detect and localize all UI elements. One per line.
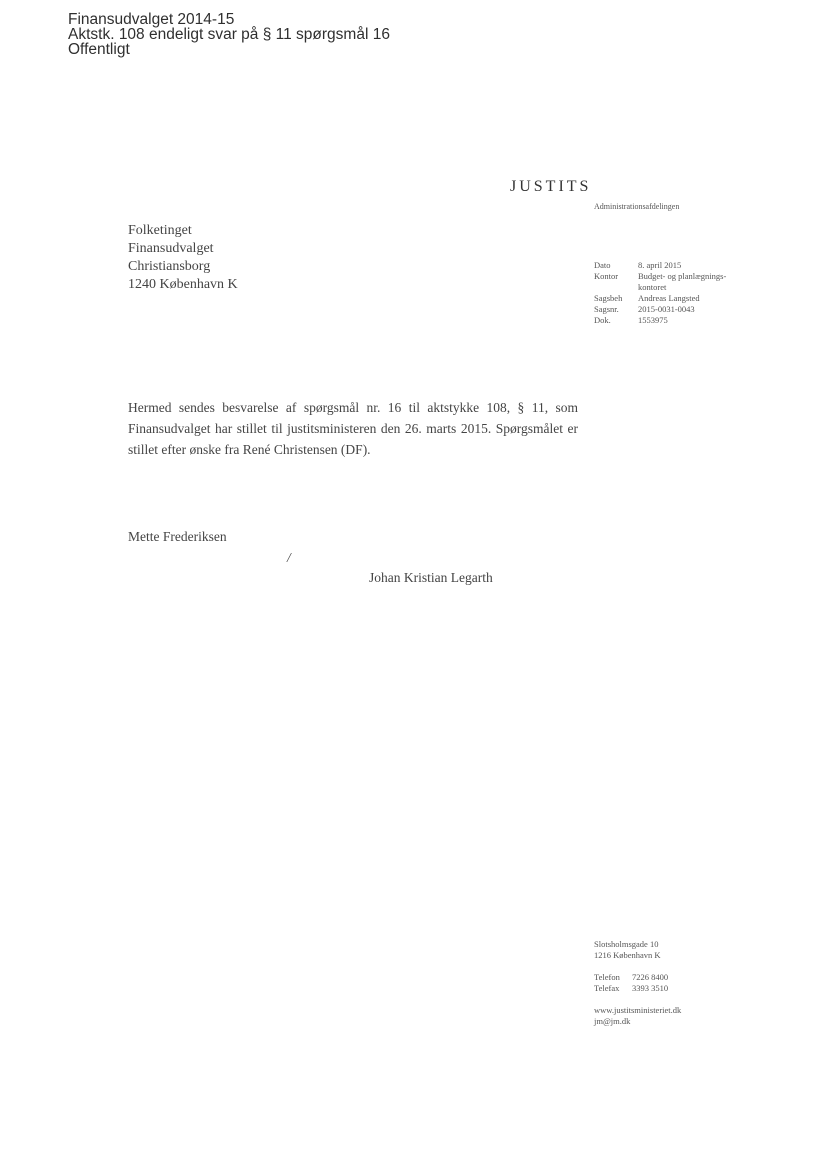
website-link[interactable]: www.justitsministeriet.dk [594,1005,682,1015]
meta-row [594,282,748,293]
stamp-reference: Aktstk. 108 endeligt svar på § 11 spørgsmål 16 [68,26,390,43]
fax-row [594,983,681,994]
meta-row [594,304,748,315]
recipient-line: 1240 København K [128,277,238,292]
meta-value: Andreas Langsted [638,293,700,303]
email-link[interactable]: jm@jm.dk [594,1015,631,1026]
meta-key: Sagsnr. [594,304,619,314]
meta-row [594,271,748,282]
meta-row [594,315,748,326]
ministry-logo [510,178,591,196]
stamp-status: Offentligt [68,41,130,58]
signature-separator: / [287,550,291,565]
recipient-line: Finansudvalget [128,241,214,256]
recipient-address [128,222,238,294]
address-city: 1216 København K [594,949,661,960]
letter-body: Hermed sendes besvarelse af spørgsmål nr. 16 til aktstykke 108, § 11, som Finansudvalget har stillet til justitsministeren den 26. marts 2015. Spørgsmålet er stillet efter ønske fra René Christensen (DF). [128,400,578,457]
meta-value: Budget- og planlægnings- [638,271,727,281]
ministry-contact [594,939,681,1026]
fax-label: Telefax [594,982,620,993]
meta-row [594,293,748,304]
recipient-line: Folketinget [128,223,192,238]
address-street: Slotsholmsgade 10 [594,939,659,949]
signatory-official: Johan Kristian Legarth [369,570,493,585]
department-name: Administrationsafdelingen [594,202,680,211]
phone-number: 7226 8400 [632,972,669,982]
meta-value: 8. april 2015 [638,260,682,270]
phone-label: Telefon [594,972,620,982]
signatory-minister: Mette Frederiksen [128,529,227,544]
meta-key: Dato [594,260,611,270]
logo-text: JUSTITS [510,178,592,195]
meta-key [594,282,638,293]
document-stamp [68,12,390,57]
phone-row [594,972,681,983]
meta-value: 1553975 [638,315,668,325]
recipient-line: Christiansborg [128,259,211,274]
meta-key: Kontor [594,271,619,281]
meta-key: Sagsbeh [594,293,623,303]
fax-number: 3393 3510 [632,982,669,993]
meta-key: Dok. [594,315,611,325]
meta-value: 2015-0031-0043 [638,304,695,314]
case-metadata [594,260,748,326]
meta-value: kontoret [638,282,667,292]
meta-row [594,260,748,271]
stamp-committee: Finansudvalget 2014-15 [68,11,235,28]
